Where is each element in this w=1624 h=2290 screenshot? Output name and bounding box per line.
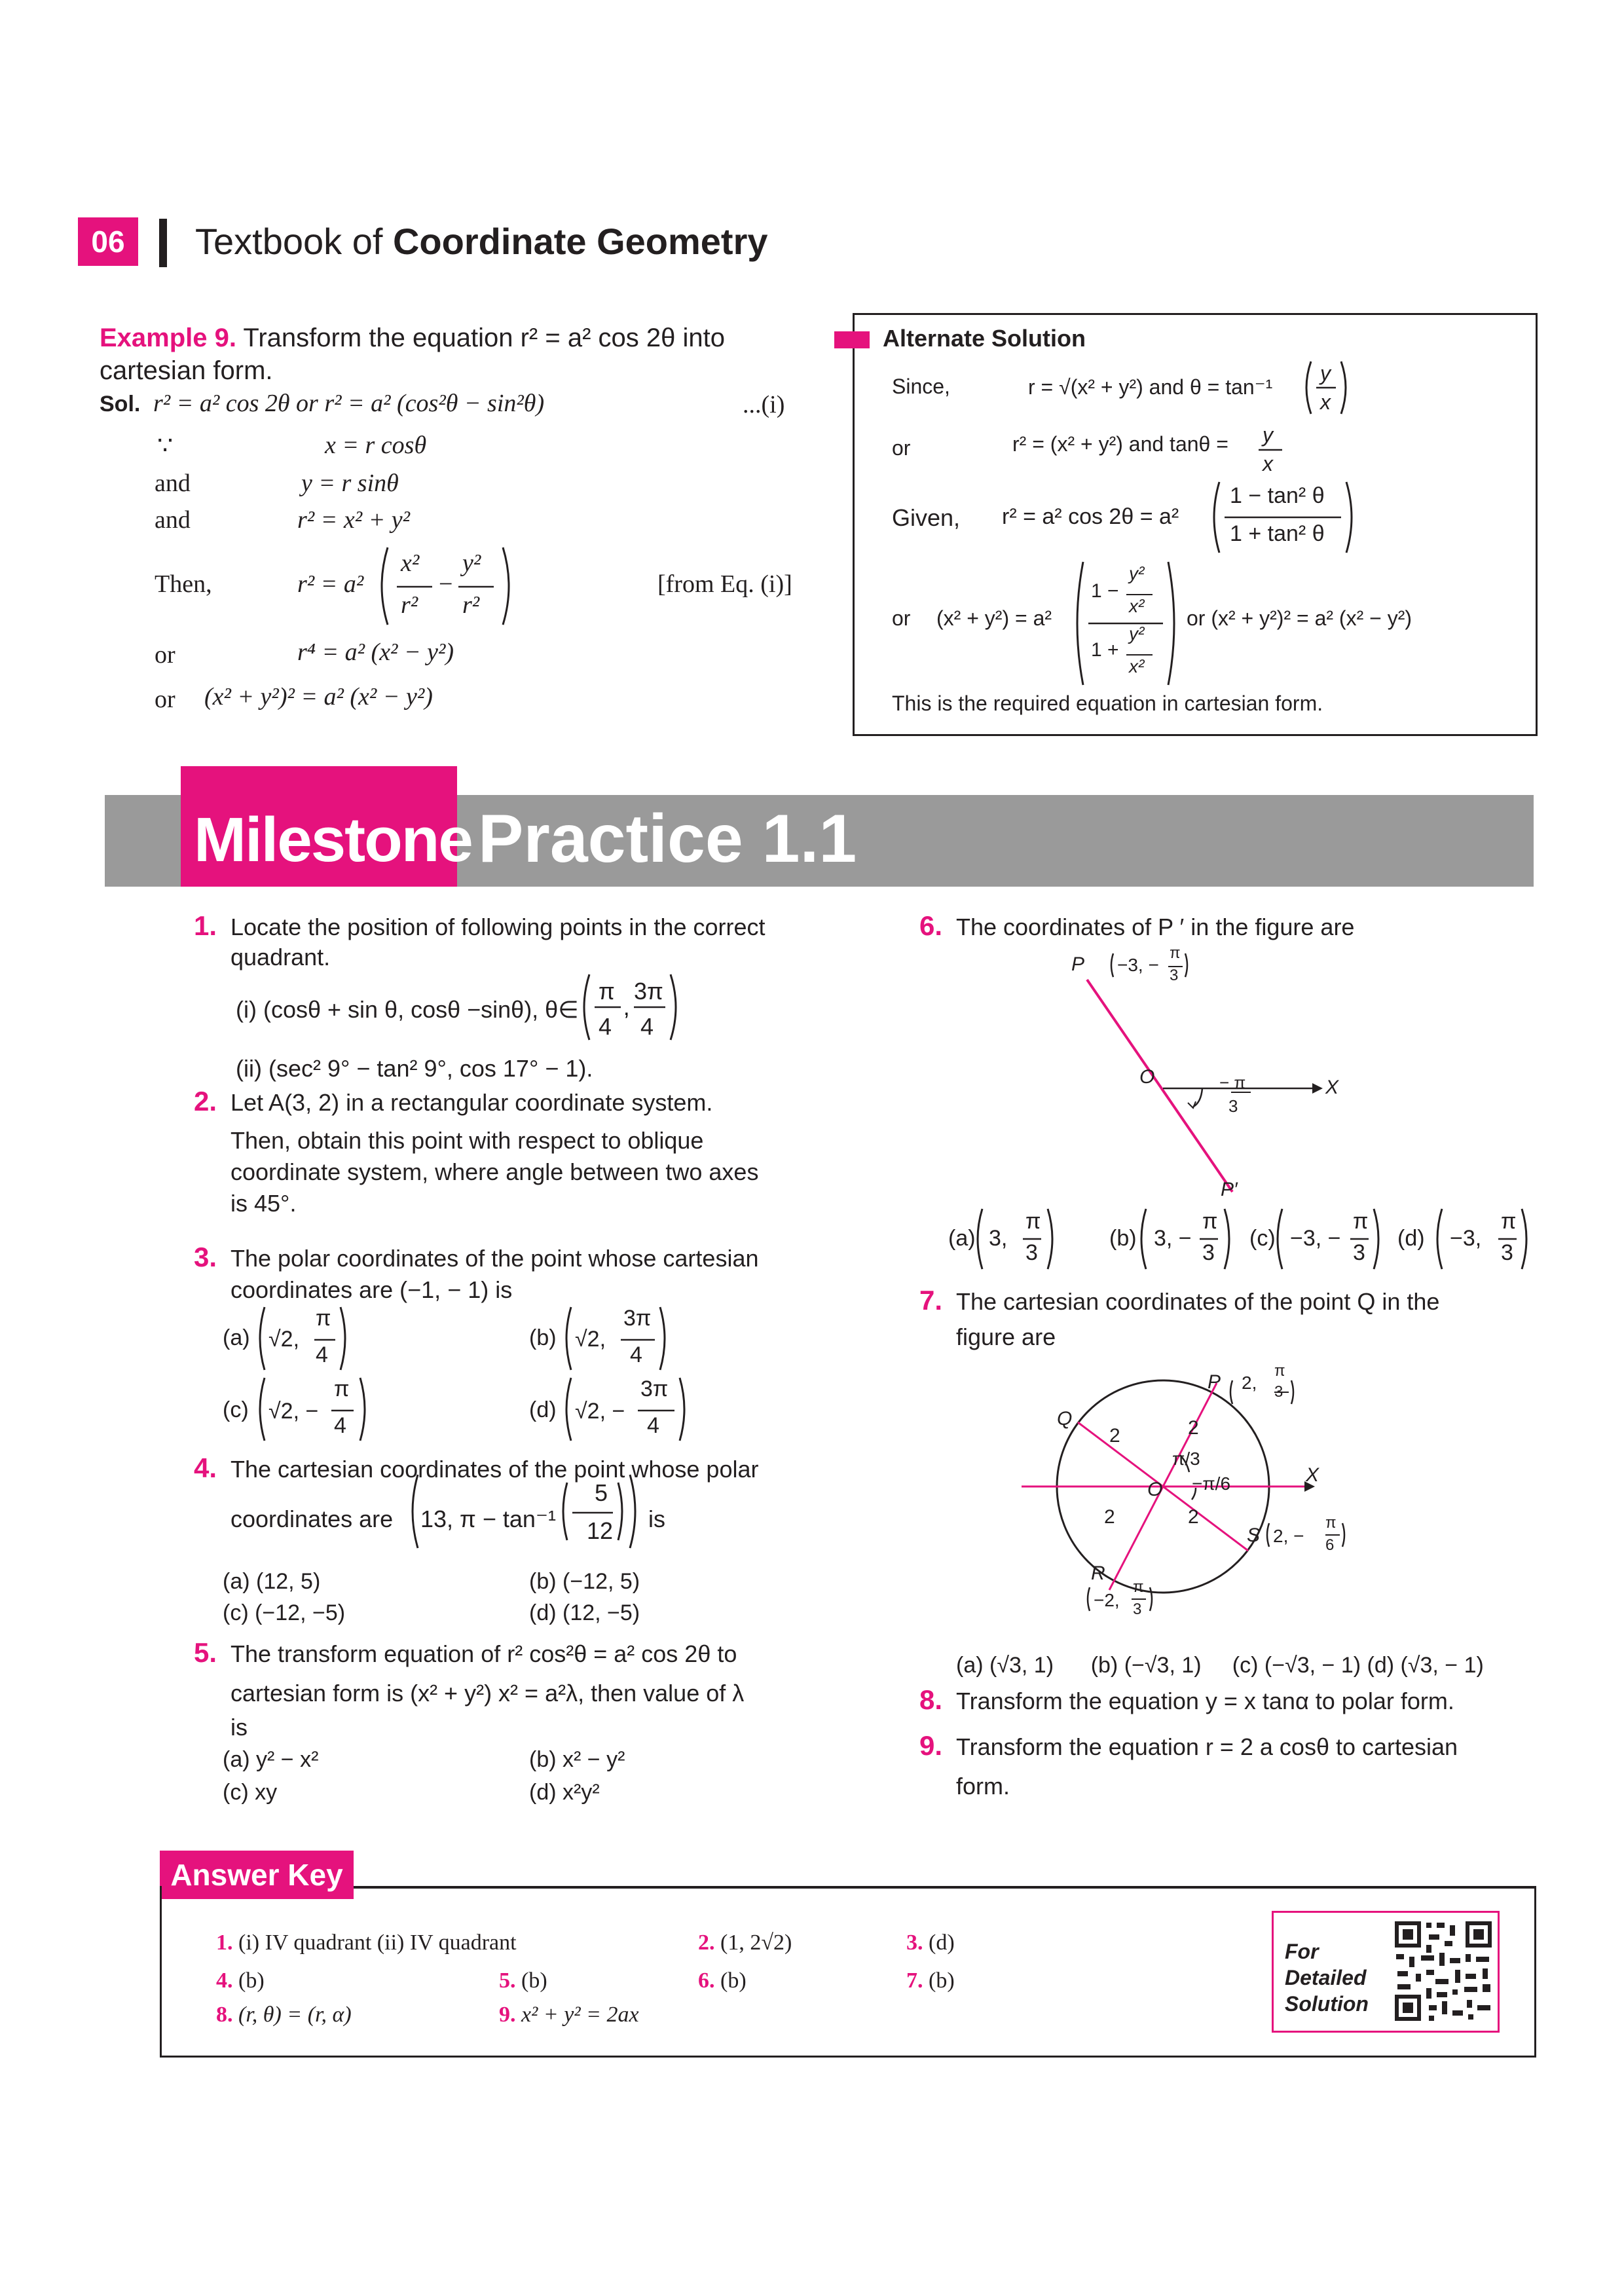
q1-part-i: (i) (cosθ + sin θ, cosθ −sinθ), θ∈ <box>236 996 579 1023</box>
q6-option-a-val: 3, <box>989 1226 1008 1251</box>
answer-2 <box>698 1930 792 1955</box>
question-1 <box>194 910 217 943</box>
q7-line1: The cartesian coordinates of the point Q in the <box>956 1288 1440 1315</box>
q2-line2: Then, obtain this point with respect to oblique <box>231 1127 704 1154</box>
answer-key-tab: Answer Key <box>160 1851 354 1899</box>
fig7-s-label: S <box>1247 1524 1261 1546</box>
answer-8 <box>216 2003 352 2027</box>
alternate-solution-title: Alternate Solution <box>883 325 1086 352</box>
q6-number: 6. <box>919 910 943 941</box>
alt-or1: or <box>892 436 911 460</box>
q6-option-d-label: (d) <box>1397 1226 1425 1251</box>
milestone-word: Milestone <box>194 805 472 875</box>
q6-option-a-num: π <box>1025 1209 1041 1234</box>
q6-option-b-num: π <box>1202 1209 1218 1234</box>
q6-option-c-val: −3, − <box>1290 1226 1341 1251</box>
figure-7 <box>1015 1349 1382 1650</box>
alternate-title-marker <box>834 331 870 348</box>
q3-option-c-den: 4 <box>334 1413 346 1438</box>
q3-option-c-label: (c) <box>223 1397 249 1422</box>
answer-3-num: 3. <box>906 1930 923 1955</box>
answer-7-text: (b) <box>929 1968 955 1993</box>
fig6-angle-den: 3 <box>1228 1096 1238 1116</box>
answer-7 <box>906 1968 955 1993</box>
q1-i-f2n: 3π <box>634 978 663 1005</box>
answer-1-text: (i) IV quadrant (ii) IV quadrant <box>238 1930 517 1955</box>
q6-option-b-val: 3, − <box>1154 1226 1192 1251</box>
detailed-solution-label <box>1285 1938 1369 2017</box>
answer-4-text: (b) <box>238 1968 265 1993</box>
x-equals: x = r cosθ <box>325 432 427 459</box>
alt-given-den: 1 + tan² θ <box>1230 521 1325 546</box>
fig7-p-label: P <box>1208 1371 1221 1393</box>
q5-line2: cartesian form is (x² + y²) x² = a²λ, then value of λ <box>231 1680 745 1707</box>
q6-option-a-label: (a) <box>948 1226 976 1251</box>
q5-number: 5. <box>194 1637 217 1668</box>
qr-label-line3: Solution <box>1285 1992 1369 2016</box>
q3-option-d-num: 3π <box>640 1376 669 1401</box>
alt-given-eq: r² = a² cos 2θ = a² <box>1002 504 1179 529</box>
header-divider <box>159 219 167 267</box>
q3-option-b-den: 4 <box>630 1342 642 1367</box>
fig7-angle-pi3: π/3 <box>1172 1449 1200 1469</box>
q2-line4: is 45°. <box>231 1190 297 1217</box>
answer-1-num: 1. <box>216 1930 233 1955</box>
q3-option-b-label: (b) <box>529 1325 557 1350</box>
alt-since-den: x <box>1320 390 1331 414</box>
q6-option-a-den: 3 <box>1025 1240 1038 1265</box>
q1-line2: quadrant. <box>231 944 331 970</box>
q3-option-b-val: √2, <box>575 1327 606 1352</box>
q1-part-ii: (ii) (sec² 9° − tan² 9°, cos 17° − 1). <box>236 1055 593 1082</box>
q7-options: (a) (√3, 1) (b) (−√3, 1) (c) (−√3, − 1) (d) (√3, − 1) <box>956 1653 1484 1678</box>
fig6-angle-num: − π <box>1219 1073 1246 1092</box>
qr-code-icon[interactable] <box>1392 1919 1494 2023</box>
alt-since: Since, <box>892 375 950 398</box>
q3-option-d-den: 4 <box>647 1413 659 1438</box>
q3-line1: The polar coordinates of the point whose cartesian <box>231 1245 759 1272</box>
alt-given: Given, <box>892 504 961 531</box>
fig7-p-den: 3 <box>1274 1383 1283 1401</box>
q4-line2b: 13, π − tan⁻¹ <box>420 1505 556 1532</box>
alt-or2: or <box>892 606 911 630</box>
q3-option-a-label: (a) <box>223 1325 250 1350</box>
q6-line1: The coordinates of P ′ in the figure are <box>956 914 1355 940</box>
answer-8-num: 8. <box>216 2003 233 2027</box>
answer-9 <box>499 2003 639 2027</box>
q8-line1: Transform the equation y = x tanα to polar form. <box>956 1688 1454 1714</box>
q9-line1: Transform the equation r = 2 a cosθ to cartesian <box>956 1733 1458 1760</box>
q3-option-b-num: 3π <box>623 1306 652 1331</box>
answer-5-text: (b) <box>521 1968 547 1993</box>
q4-option-c: (c) (−12, −5) <box>223 1600 346 1625</box>
q5-option-c: (c) xy <box>223 1780 278 1805</box>
alt-or1-den: x <box>1263 452 1273 475</box>
q9-number: 9. <box>919 1730 943 1761</box>
q4-line2a: coordinates are <box>231 1505 394 1532</box>
q4-option-b: (b) (−12, 5) <box>529 1569 640 1594</box>
fig7-two-q: 2 <box>1109 1425 1120 1447</box>
solution-label: Sol. <box>100 392 141 416</box>
final-equation: (x² + y²)² = a² (x² − y²) <box>204 683 433 711</box>
frac2-num: y² <box>462 549 481 577</box>
answer-5 <box>499 1968 547 1993</box>
book-title-bold: Coordinate Geometry <box>392 221 768 262</box>
then-ref: [from Eq. (i)] <box>657 570 792 598</box>
y-equals: y = r sinθ <box>301 470 399 497</box>
svg-text:,: , <box>623 995 630 1020</box>
qr-label-line1: For <box>1285 1940 1319 1963</box>
fig7-two-p: 2 <box>1188 1417 1199 1439</box>
fig7-x-label: X <box>1306 1464 1320 1486</box>
q1-i-f2d: 4 <box>640 1013 654 1040</box>
fig7-two-s: 2 <box>1188 1506 1199 1528</box>
answer-4 <box>216 1968 265 1993</box>
q4-number: 4. <box>194 1452 217 1483</box>
then-label: Then, <box>155 570 212 598</box>
alt-or2-n2: y² <box>1129 563 1145 583</box>
and-label-2: and <box>155 506 191 534</box>
q3-line2: coordinates are (−1, − 1) is <box>231 1276 513 1303</box>
fig7-r-label: R <box>1091 1562 1105 1584</box>
q4-line2c: is <box>648 1505 665 1532</box>
fig7-q-label: Q <box>1057 1408 1073 1430</box>
frac1-den: r² <box>401 591 418 619</box>
q3-option-a-val: √2, <box>268 1327 300 1352</box>
alt-since-eq: r = √(x² + y²) and θ = tan⁻¹ <box>1028 375 1273 399</box>
q2-number: 2. <box>194 1086 217 1117</box>
q3-option-a-num: π <box>316 1306 331 1331</box>
alt-or1-eq: r² = (x² + y²) and tanθ = <box>1012 432 1228 456</box>
frac-minus: − <box>439 570 453 598</box>
fig6-p-den: 3 <box>1170 967 1179 984</box>
alt-or2-paren <box>1070 558 1181 689</box>
alt-or2-d1: 1 + <box>1091 639 1119 661</box>
fig7-r-num: π <box>1133 1578 1144 1596</box>
answer-7-num: 7. <box>906 1968 923 1993</box>
q3-option-d-val: √2, − <box>575 1399 625 1424</box>
alt-or2-d2: y² <box>1129 623 1145 644</box>
q6-option-b-den: 3 <box>1202 1240 1215 1265</box>
q6-option-d-den: 3 <box>1501 1240 1513 1265</box>
equation-ref-i: ...(i) <box>743 391 785 418</box>
book-title <box>195 220 768 263</box>
q6-option-c-den: 3 <box>1353 1240 1365 1265</box>
r4-equation: r⁴ = a² (x² − y²) <box>297 638 454 666</box>
q8-number: 8. <box>919 1684 943 1715</box>
fig7-two-r: 2 <box>1104 1506 1115 1528</box>
q3-option-c-val: √2, − <box>268 1399 319 1424</box>
fig6-o-label: O <box>1139 1066 1155 1088</box>
q2-line1: Let A(3, 2) in a rectangular coordinate system. <box>231 1089 713 1116</box>
answer-9-num: 9. <box>499 2003 516 2027</box>
answer-2-text: (1, 2√2) <box>720 1930 792 1955</box>
q9-line2: form. <box>956 1773 1010 1800</box>
example9-text: Transform the equation r² = a² cos 2θ into <box>236 323 725 352</box>
q3-option-c-num: π <box>334 1376 350 1401</box>
q3-option-a-den: 4 <box>316 1342 328 1367</box>
book-title-prefix: Textbook of <box>195 221 393 262</box>
fig7-p-num: π <box>1274 1362 1285 1380</box>
q6-option-d-num: π <box>1501 1209 1517 1234</box>
q5-option-a: (a) y² − x² <box>223 1747 319 1772</box>
fig7-o-label: O <box>1147 1479 1163 1500</box>
fig6-line-pp <box>1087 980 1232 1192</box>
q1-line1: Locate the position of following points in the correct <box>231 914 766 940</box>
q5-line3: is <box>231 1714 248 1741</box>
alt-or2-n3: x² <box>1129 596 1145 616</box>
q4-option-a: (a) (12, 5) <box>223 1569 321 1594</box>
answer-3-text: (d) <box>929 1930 955 1955</box>
q2-line3: coordinate system, where angle between two axes <box>231 1158 759 1185</box>
q5-line1: The transform equation of r² cos²θ = a² cos 2θ to <box>231 1640 737 1667</box>
q5-option-b: (b) x² − y² <box>529 1747 625 1772</box>
q5-option-d: (d) x²y² <box>529 1780 600 1805</box>
q3-option-d-label: (d) <box>529 1397 557 1422</box>
answer-6 <box>698 1968 747 1993</box>
answer-2-num: 2. <box>698 1930 715 1955</box>
alt-or2-d3: x² <box>1129 656 1145 676</box>
answer-9-text: x² + y² = 2ax <box>521 2003 639 2027</box>
fig6-p-coord: −3, − <box>1117 955 1159 975</box>
alt-since-num: y <box>1320 361 1331 385</box>
figure-6 <box>1048 943 1349 1218</box>
r-squared-equals: r² = x² + y² <box>297 506 410 534</box>
answer-6-num: 6. <box>698 1968 715 1993</box>
fig7-s-coord: 2, − <box>1273 1526 1304 1546</box>
or-label: or <box>155 641 175 669</box>
q1-number: 1. <box>194 910 217 941</box>
answer-3 <box>906 1930 955 1955</box>
answer-6-text: (b) <box>720 1968 747 1993</box>
fig6-p-label: P <box>1071 953 1085 975</box>
fig7-p-coord: 2, <box>1242 1373 1257 1393</box>
fig7-angle-pi6: −π/6 <box>1192 1473 1231 1494</box>
fig7-s-den: 6 <box>1325 1536 1335 1554</box>
alt-conclusion: This is the required equation in cartesian form. <box>892 692 1323 715</box>
example9-label: Example 9. <box>100 323 237 352</box>
answer-8-text: (r, θ) = (r, α) <box>238 2003 352 2027</box>
frac1-num: x² <box>401 549 420 577</box>
q1-i-f1n: π <box>599 978 615 1005</box>
practice-title: Practice 1.1 <box>478 801 857 877</box>
q4-frac-num: 5 <box>595 1479 608 1506</box>
answer-5-num: 5. <box>499 1968 516 1993</box>
alt-or2-n1: 1 − <box>1091 580 1119 602</box>
q4-line1: The cartesian coordinates of the point whose polar <box>231 1456 759 1483</box>
q6-option-c-num: π <box>1353 1209 1369 1234</box>
q7-number: 7. <box>919 1285 943 1316</box>
frac2-den: r² <box>462 591 480 619</box>
q7-line2: figure are <box>956 1323 1056 1350</box>
fig7-r-coord: −2, <box>1094 1590 1120 1610</box>
alt-or2-rhs: or (x² + y²)² = a² (x² − y²) <box>1187 606 1412 630</box>
q4-frac-den: 12 <box>587 1517 614 1544</box>
alt-or1-num: y <box>1263 423 1273 447</box>
q6-option-c-label: (c) <box>1249 1226 1276 1251</box>
q1-i-interval <box>578 970 682 1044</box>
example9-text-line2: cartesian form. <box>100 356 273 385</box>
answer-4-num: 4. <box>216 1968 233 1993</box>
fig6-p-num: π <box>1170 944 1181 962</box>
example9-heading <box>100 323 725 353</box>
because-symbol: ∵ <box>157 432 174 460</box>
fig6-x-label: X <box>1325 1077 1339 1098</box>
then-lhs: r² = a² <box>297 570 364 598</box>
or-label-2: or <box>155 686 175 713</box>
q1-i-f1d: 4 <box>599 1013 612 1040</box>
qr-label-line2: Detailed <box>1285 1966 1367 1989</box>
solution-equation: r² = a² cos 2θ or r² = a² (cos²θ − sin²θ) <box>153 390 545 417</box>
q6-option-d-val: −3, <box>1450 1226 1482 1251</box>
page-number: 06 <box>78 217 138 266</box>
fig7-r-den: 3 <box>1133 1600 1142 1618</box>
q3-number: 3. <box>194 1242 217 1272</box>
fig6-pp-label: P′ <box>1221 1179 1238 1200</box>
q4-option-d: (d) (12, −5) <box>529 1600 640 1625</box>
fig6-x-arrow <box>1312 1083 1323 1094</box>
fig7-s-num: π <box>1325 1514 1337 1532</box>
answer-1 <box>216 1930 517 1955</box>
and-label: and <box>155 470 191 497</box>
q6-option-b-label: (b) <box>1109 1226 1137 1251</box>
alt-given-num: 1 − tan² θ <box>1230 483 1325 508</box>
alt-or2-lhs: (x² + y²) = a² <box>936 606 1052 630</box>
